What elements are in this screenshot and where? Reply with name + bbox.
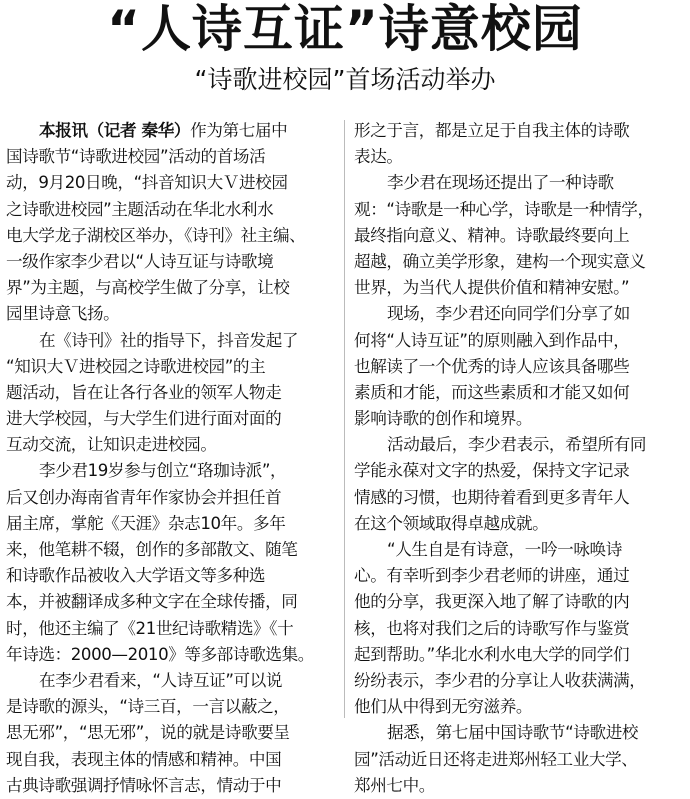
text-line: 时，他还主编了《21世纪诗歌精选》《十 <box>6 618 294 638</box>
text-line: 他们从中得到无穷滋养。 <box>354 697 533 717</box>
text-line: 是诗歌的源头，“诗三百，一言以蔽之， <box>6 697 290 717</box>
text-line-content: 作为第七届中 <box>190 121 288 140</box>
column-divider <box>344 120 345 718</box>
text-line: 园里诗意飞扬。 <box>6 304 120 324</box>
text-line: 和诗歌作品被收入大学语文等多种选 <box>6 566 266 586</box>
text-line: 现场，李少君还向同学们分享了如 <box>387 304 630 324</box>
article-right-column <box>354 118 686 795</box>
text-line: 形之于言，都是立足于自我主体的诗歌 <box>354 121 630 140</box>
text-line: 郑州七中。 <box>354 775 435 795</box>
text-line: 何将“人诗互证”的原则融入到作品中， <box>354 330 630 350</box>
text-line: 来，他笔耕不辍，创作的多部散文、随笔 <box>6 540 298 559</box>
article-subheadline: “诗歌进校园”首场活动举办 <box>194 65 496 94</box>
article-byline: 本报讯（记者 秦华） <box>39 121 191 140</box>
text-line: 李少君19岁参与创立“珞珈诗派”， <box>39 461 287 481</box>
text-line: 届主席，掌舵《天涯》杂志10年。多年 <box>6 513 286 533</box>
text-line: 后又创办海南省青年作家协会并担任首 <box>6 487 282 507</box>
text-line: 电大学龙子湖校区举办，《诗刊》社主编、 <box>6 225 306 245</box>
text-line: 古典诗歌强调抒情咏怀言志，情动于中 <box>6 775 282 795</box>
text-line: 园”活动近日还将走进郑州轻工业大学、 <box>354 749 638 769</box>
text-line: 在《诗刊》社的指导下，抖音发起了 <box>39 330 299 350</box>
text-line: 互动交流，让知识走进校园。 <box>6 435 217 455</box>
text-line: 纷纷表示，李少君的分享让人收获满满， <box>354 670 646 690</box>
text-line: 表达。 <box>354 147 403 167</box>
text-line: 李少君在现场还提出了一种诗歌 <box>387 173 614 193</box>
text-line: 也解读了一个优秀的诗人应该具备哪些 <box>354 356 630 376</box>
text-line: 影响诗歌的创作和境界。 <box>354 409 533 429</box>
text-line: 在这个领域取得卓越成就。 <box>354 513 549 533</box>
text-line: 界”为主题，与高校学生做了分享，让校 <box>6 278 290 298</box>
text-line: 之诗歌进校园”主题活动在华北水利水 <box>6 199 274 219</box>
text-line: 一级作家李少君以“人诗互证与诗歌境 <box>6 251 274 271</box>
text-line: 年诗选：2000—2010》等多部诗歌选集。 <box>6 644 314 664</box>
text-line: 据悉，第七届中国诗歌节“诗歌进校 <box>387 723 639 743</box>
text-line: 活动最后，李少君表示，希望所有同 <box>387 435 647 455</box>
text-line: 进大学校园，与大学生们进行面对面的 <box>6 409 282 429</box>
text-line: 现自我，表现主体的情感和精神。中国 <box>6 749 282 769</box>
text-line: “人生自是有诗意，一吟一咏唤诗 <box>387 540 622 559</box>
text-line: 最终指向意义、精神。诗歌最终要向上 <box>354 225 630 245</box>
text-line: 题活动，旨在让各行各业的领军人物走 <box>6 382 282 402</box>
text-line: 世界，为当代人提供价值和精神安慰。” <box>354 278 630 298</box>
text-line: 国诗歌节“诗歌进校园”活动的首场活 <box>6 147 266 167</box>
text-line: 思无邪”，“思无邪”，说的就是诗歌要呈 <box>6 723 290 743</box>
text-line: 超越，确立美学形象，建构一个现实意义 <box>354 251 646 271</box>
article-left-column <box>6 118 338 795</box>
text-line: 在李少君看来，“人诗互证”可以说 <box>39 670 283 690</box>
text-line: 本，并被翻译成多种文字在全球传播，同 <box>6 592 298 612</box>
text-line: 素质和才能，而这些素质和才能又如何 <box>354 382 630 402</box>
text-line: 情感的习惯，也期待着看到更多青年人 <box>354 487 630 507</box>
text-line: 心。有幸听到李少君老师的讲座，通过 <box>354 566 630 586</box>
article-headline: “人诗互证”诗意校园 <box>107 0 583 58</box>
text-line: 观：“诗歌是一种心学，诗歌是一种情学， <box>354 199 654 219</box>
text-line: 动，9月20日晚，“抖音知识大Ｖ进校园 <box>6 173 288 193</box>
text-line: 他的分享，我更深入地了解了诗歌的内 <box>354 592 630 612</box>
text-line: “知识大Ｖ进校园之诗歌进校园”的主 <box>6 356 266 376</box>
text-line: 起到帮助。”华北水利水电大学的同学们 <box>354 644 630 664</box>
text-line: 核，也将对我们之后的诗歌写作与鉴赏 <box>354 618 630 638</box>
text-line: 学能永葆对文字的热爱，保持文字记录 <box>354 461 630 481</box>
text-line <box>6 118 338 144</box>
